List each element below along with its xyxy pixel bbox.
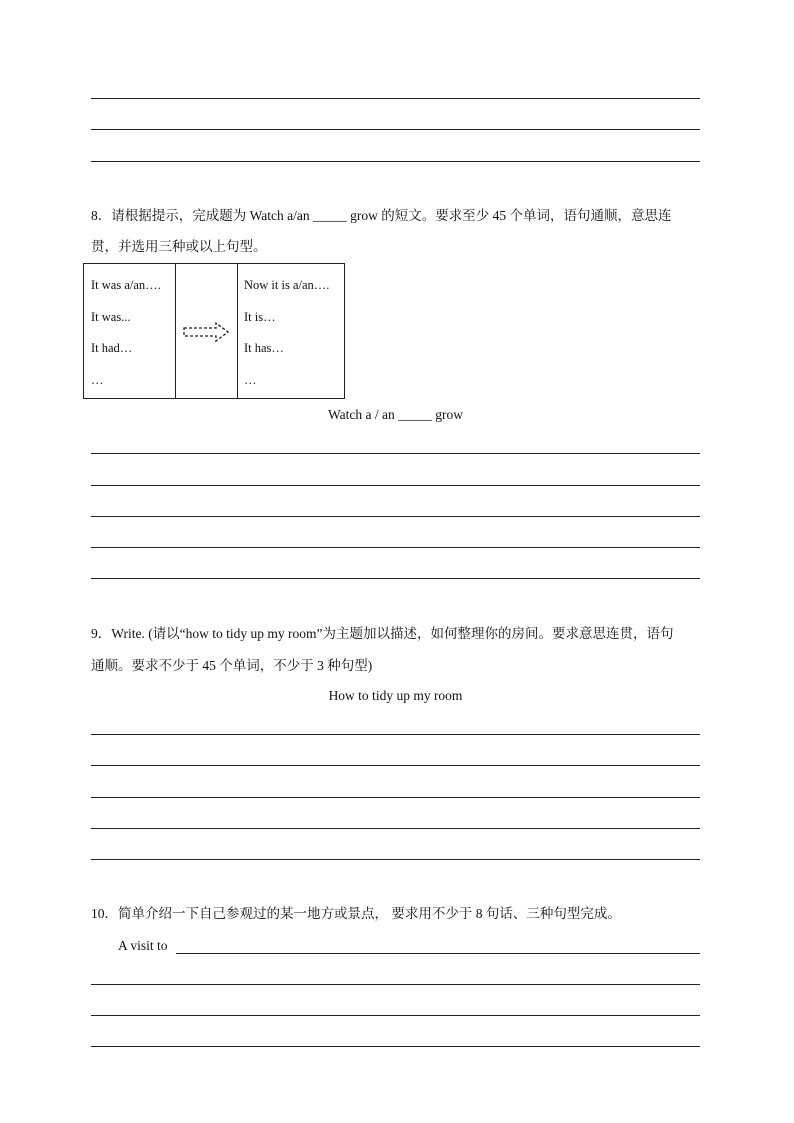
answer-line[interactable] (91, 984, 700, 985)
answer-line[interactable] (91, 516, 700, 517)
hint-before-4: … (91, 373, 104, 387)
answer-line[interactable] (91, 734, 700, 735)
question-10-text: 10．简单介绍一下自己参观过的某一地方或景点， 要求用不少于 8 句话、三种句型完成。 (91, 906, 621, 921)
question-8-essay-title: Watch a / an _____ grow (328, 407, 463, 422)
answer-line (91, 129, 700, 130)
answer-line[interactable] (91, 765, 700, 766)
hint-after-3: It has… (244, 341, 284, 355)
question-10-prompt: A visit to (118, 938, 168, 953)
hint-after-1: Now it is a/an…. (244, 278, 330, 292)
question-9-text-line2: 通顺。要求不少于 45 个单词，不少于 3 种句型) (91, 658, 373, 673)
answer-line[interactable] (91, 1046, 700, 1047)
question-8-text-line1: 8．请根据提示，完成题为 Watch a/an _____ grow 的短文。要求至少 45 个单词，语句通顺，意思连 (91, 208, 672, 223)
answer-line[interactable] (91, 1015, 700, 1016)
answer-line[interactable] (91, 797, 700, 798)
hint-column-after (238, 264, 344, 398)
question-8-text-line2: 贯，并选用三种或以上句型。 (91, 239, 267, 254)
hint-before-1: It was a/an…. (91, 278, 161, 292)
hint-after-4: … (244, 373, 257, 387)
answer-line[interactable] (91, 578, 700, 579)
answer-line[interactable] (91, 485, 700, 486)
answer-line[interactable] (91, 547, 700, 548)
dashed-right-arrow-icon (182, 321, 230, 343)
answer-line[interactable] (91, 859, 700, 860)
answer-line (91, 161, 700, 162)
question-10-prompt-blank[interactable] (176, 953, 700, 954)
hint-column-before (84, 264, 176, 398)
question-9-essay-title: How to tidy up my room (328, 688, 463, 703)
hint-after-2: It is… (244, 310, 276, 324)
hint-before-3: It had… (91, 341, 133, 355)
hint-column-arrow (176, 264, 238, 398)
question-9-text-line1: 9．Write. (请以“how to tidy up my room”为主题加以描述，如何整理你的房间。要求意思连贯，语句 (91, 626, 674, 641)
question-8-hint-table (83, 263, 345, 399)
hint-before-2: It was... (91, 310, 131, 324)
answer-line[interactable] (91, 453, 700, 454)
answer-line (91, 98, 700, 99)
answer-line[interactable] (91, 828, 700, 829)
